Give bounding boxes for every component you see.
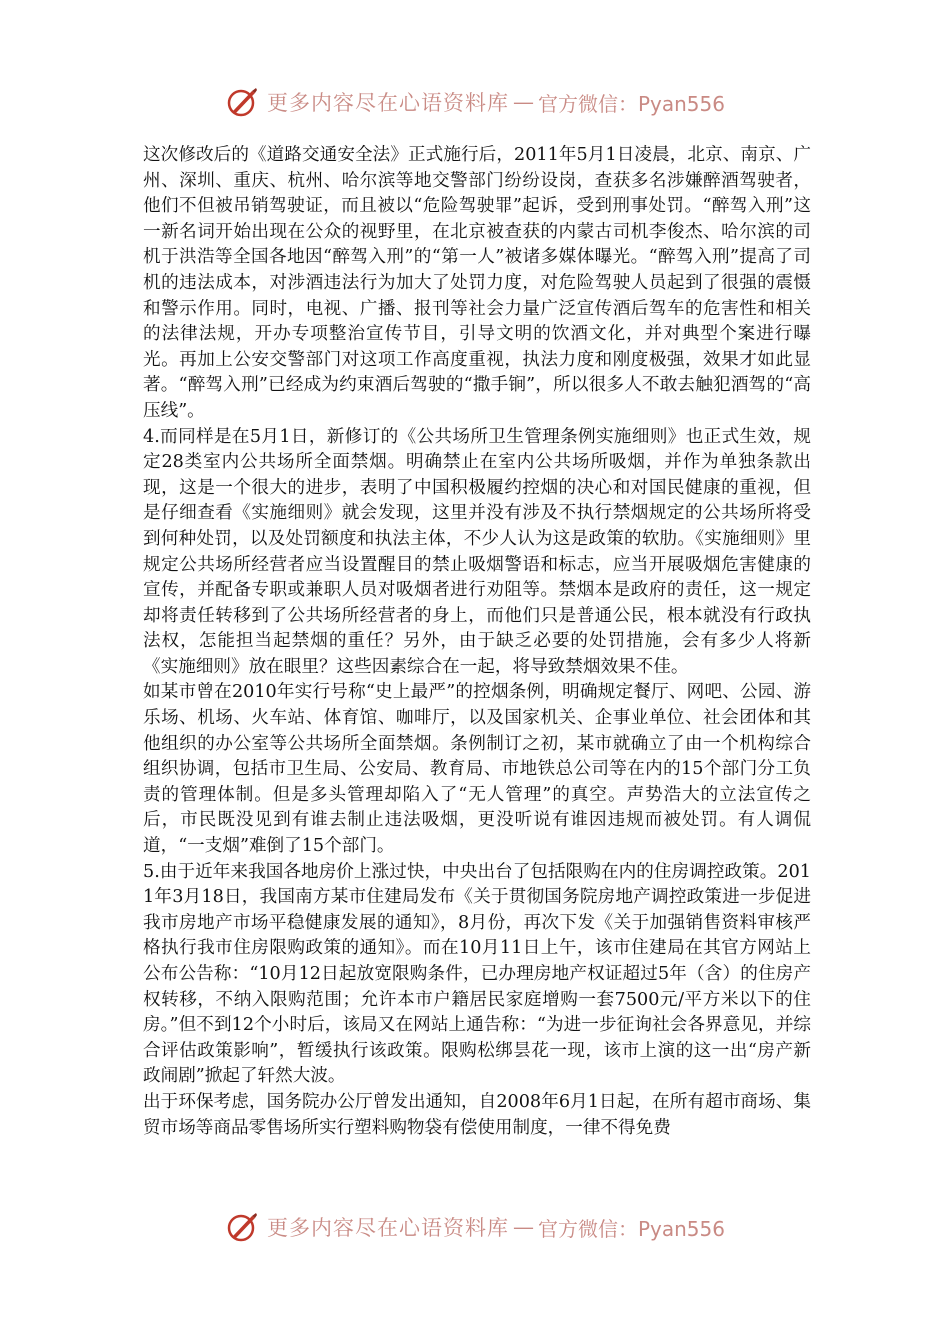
footer-watermark: [0, 1207, 950, 1247]
paragraph-smoking-ban: 4.而同样是在5月1日，新修订的《公共场所卫生管理条例实施细则》也正式生效，规定28类室内公共场所全面禁烟。明确禁止在室内公共场所吸烟，并作为单独条款出现，这是一个很大的进步，表明了中国积极履约控烟的决心和对国民健康的重视，但是仔细查看《实施细则》就会发现，这里并没有涉及不执行禁烟规定的公共场所将受到何种处罚，以及处罚额度和执法主体，不少人认为这是政策的软肋。《实施细则》里规定公共场所经营者应当设置醒目的禁止吸烟警语和标志，应当开展吸烟危害健康的宣传，并配备专职或兼职人员对吸烟者进行劝阻等。禁烟本是政府的责任，这一规定却将责任转移到了公共场所经营者的身上，而他们只是普通公民，根本就没有行政执法权，怎能担当起禁烟的重任？另外，由于缺乏必要的处罚措施，会有多少人将新《实施细则》放在眼里？这些因素综合在一起，将导致禁烟效果不佳。: [143, 426, 811, 677]
paragraph-housing-policy: 5.由于近年来我国各地房价上涨过快，中央出台了包括限购在内的住房调控政策。2011年3月18日，我国南方某市住建局发布《关于贯彻国务院房地产调控政策进一步促进我市房地产市场平稳健康发展的通知》，8月份，再次下发《关于加强销售资料审核严格执行我市住房限购政策的通知》。而在10月11日上午，该市住建局在其官方网站上公布公告称：“10月12日起放宽限购条件，已办理房地产权证超过5年（含）的住房产权转移，不纳入限购范围；允许本市户籍居民家庭增购一套7500元/平方米以下的住房。”但不到12个小时后，该局又在网站上通告称：“为进一步征询社会各界意见，并综合评估政策影响”，暂缓执行该政策。限购松绑昙花一现，该市上演的这一出“房产新政闹剧”掀起了轩然大波。: [143, 861, 811, 1087]
watermark-text: 更多内容尽在心语资料库: [266, 1216, 509, 1240]
header-watermark: [0, 82, 950, 122]
watermark-text: 更多内容尽在心语资料库: [266, 91, 509, 115]
watermark-handle: 官方微信：Pyan556: [537, 1216, 725, 1241]
paragraph-drunk-driving: 这次修改后的《道路交通安全法》正式施行后，2011年5月1日凌晨，北京、南京、广州、深圳、重庆、杭州、哈尔滨等地交警部门纷纷设岗，查获多名涉嫌醉酒驾驶者，他们不但被吊销驾驶证，而且被以“危险驾驶罪”起诉，受到刑事处罚。“醉驾入刑”这一新名词开始出现在公众的视野里，在北京被查获的内蒙古司机李俊杰、哈尔滨的司机于洪浩等全国各地因“醉驾入刑”的“第一人”被诸多媒体曝光。“醉驾入刑”提高了司机的违法成本，对涉酒违法行为加大了处罚力度，对危险驾驶人员起到了很强的震慑和警示作用。同时，电视、广播、报刊等社会力量广泛宣传酒后驾车的危害性和相关的法律法规，开办专项整治宣传节目，引导文明的饮酒文化，并对典型个案进行曝光。再加上公安交警部门对这项工作高度重视，执法力度和刚度极强，效果才如此显著。“醉驾入刑”已经成为约束酒后驾驶的“撒手锏”，所以很多人不敢去触犯酒驾的“高压线”。: [143, 145, 811, 421]
pen-logo-icon: [225, 85, 259, 119]
paragraph-city-smoking-example: 如某市曾在2010年实行号称“史上最严”的控烟条例，明确规定餐厅、网吧、公园、游乐场、机场、火车站、体育馆、咖啡厅，以及国家机关、企事业单位、社会团体和其他组织的办公室等公共场所全面禁烟。条例制订之初，某市就确立了由一个机构综合组织协调，包括市卫生局、公安局、教育局、市地铁总公司等在内的15个部门分工负责的管理体制。但是多头管理却陷入了“无人管理”的真空。声势浩大的立法宣传之后，市民既没见到有谁去制止违法吸烟，更没听说有谁因违规而被处罚。有人调侃道，“一支烟”难倒了15个部门。: [143, 682, 811, 857]
pen-logo-icon: [225, 1210, 259, 1244]
watermark-separator: —: [512, 90, 534, 114]
paragraph-plastic-bags: 出于环保考虑，国务院办公厅曾发出通知，自2008年6月1日起，在所有超市商场、集贸市场等商品零售场所实行塑料购物袋有偿使用制度，一律不得免费: [143, 1091, 811, 1138]
watermark-separator: —: [512, 1215, 534, 1239]
watermark-handle: 官方微信：Pyan556: [537, 91, 725, 116]
document-body: [143, 143, 811, 1141]
